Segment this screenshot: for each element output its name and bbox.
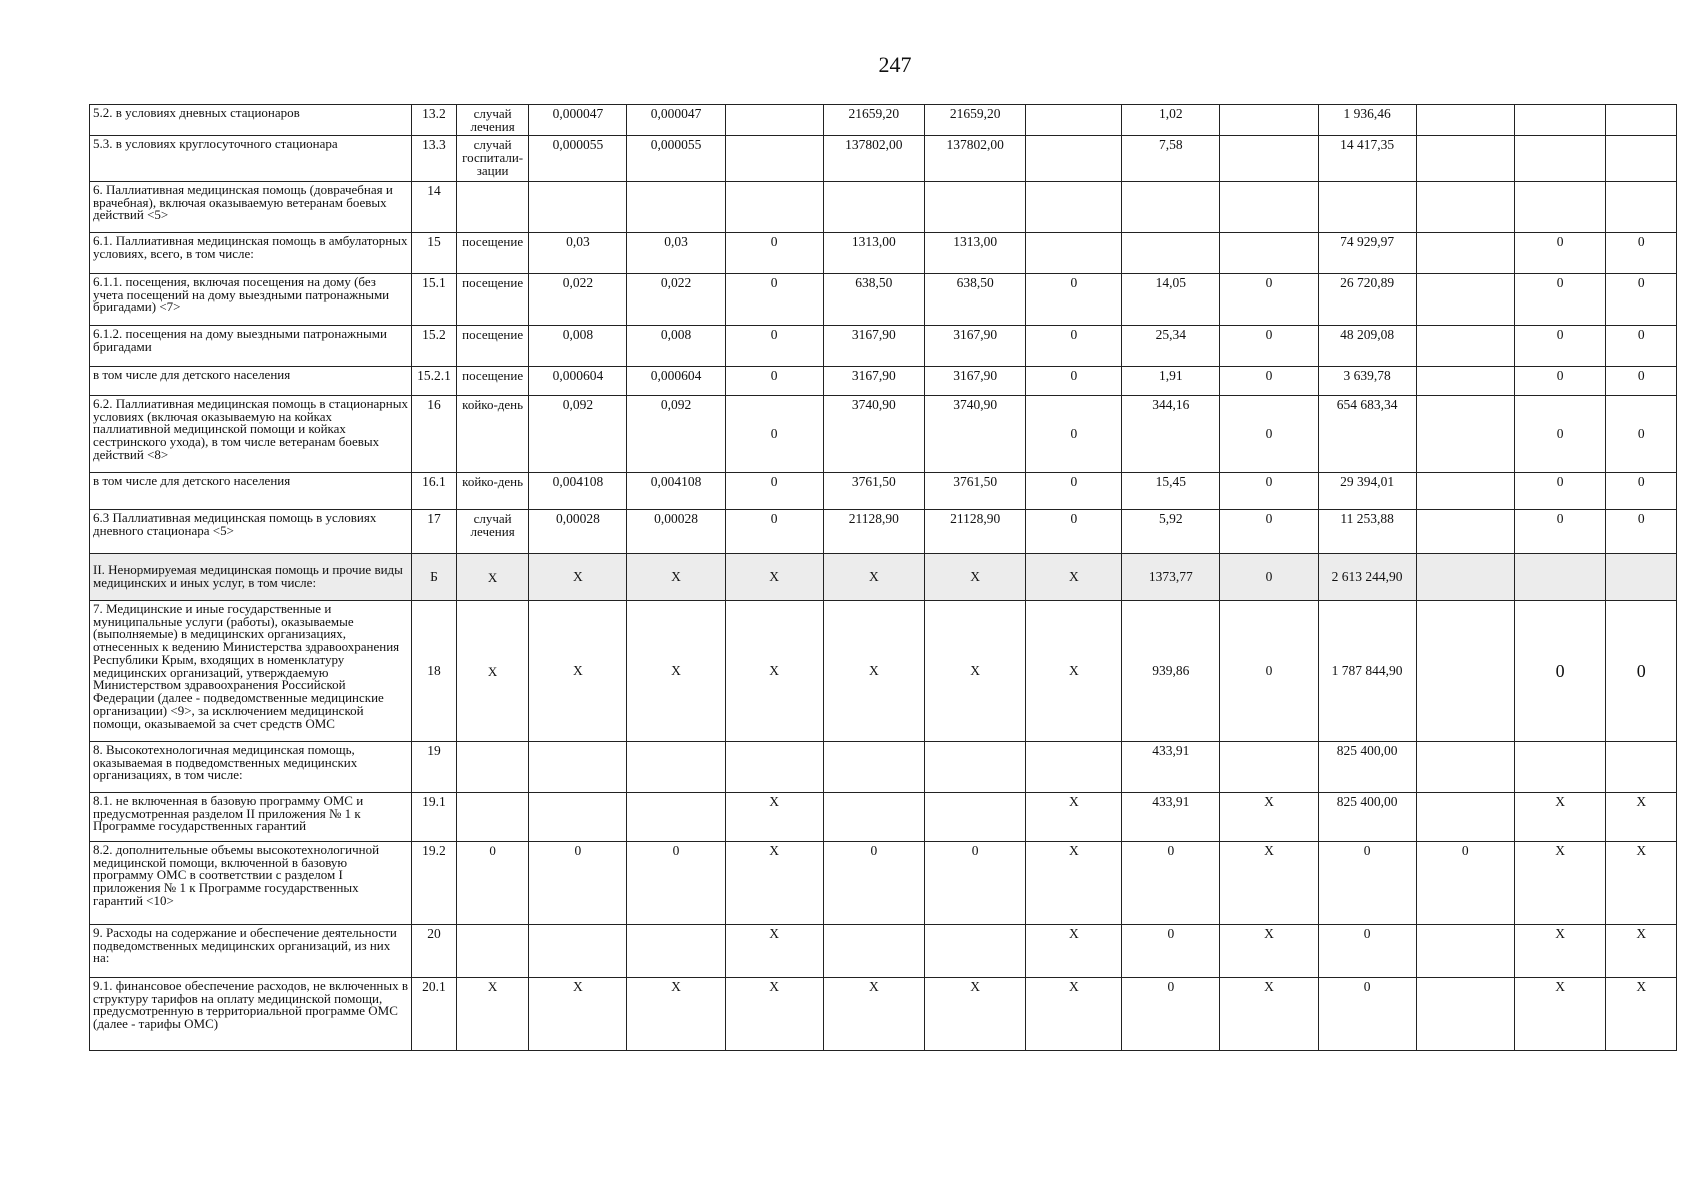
row-name-cell: 6.2. Паллиативная медицинская помощь в стационарных условиях (включая оказываемую на койках паллиативной медицинской помощи и койках сестринского ухода), в том числе ветеранам боевых действий <8> bbox=[90, 396, 412, 473]
row-name-cell: 7. Медицинские и иные государственные и муниципальные услуги (работы), оказываемые (выполняемые) в медицинских организациях, отнесенных к ведению Министерства здравоохранения Республики Крым, входящих в номенклатуру медицинских организаций, утверждаемую Министерством здравоохранения Российской Федерации (далее - подведомственные медицинские организации) <9>, за исключением медицинской помощи, оказываемой за счет средств ОМС bbox=[90, 601, 412, 742]
value-cell: 1313,00 bbox=[925, 233, 1026, 274]
value-cell: 344,16 bbox=[1122, 396, 1220, 473]
value-cell: 0 bbox=[925, 842, 1026, 925]
value-cell bbox=[725, 182, 823, 233]
value-cell bbox=[1606, 742, 1677, 793]
value-cell bbox=[529, 182, 627, 233]
value-cell bbox=[1514, 182, 1606, 233]
value-cell: 0,03 bbox=[627, 233, 725, 274]
value-cell: 26 720,89 bbox=[1318, 274, 1416, 326]
value-cell: 433,91 bbox=[1122, 793, 1220, 842]
row-code-cell: 19 bbox=[412, 742, 457, 793]
value-cell: X bbox=[1514, 842, 1606, 925]
value-cell: 939,86 bbox=[1122, 601, 1220, 742]
value-cell: 15,45 bbox=[1122, 473, 1220, 510]
value-cell: 3167,90 bbox=[925, 367, 1026, 396]
value-cell bbox=[1122, 182, 1220, 233]
row-name-cell: 9.1. финансовое обеспечение расходов, не включенных в структуру тарифов на оплату медицинской помощи, предусмотренную в территориальной программе ОМС (далее - тарифы ОМС) bbox=[90, 978, 412, 1051]
row-name-cell: в том числе для детского населения bbox=[90, 367, 412, 396]
value-cell: 0 bbox=[1514, 601, 1606, 742]
table-row bbox=[90, 510, 1677, 554]
value-cell: X bbox=[1026, 842, 1122, 925]
value-cell: 0 bbox=[1026, 326, 1122, 367]
row-code-cell: Б bbox=[412, 554, 457, 601]
row-name-cell: 6.1.2. посещения на дому выездными патронажными бригадами bbox=[90, 326, 412, 367]
value-cell: X bbox=[1026, 925, 1122, 978]
value-cell: 2 613 244,90 bbox=[1318, 554, 1416, 601]
row-name-cell: II. Ненормируемая медицинская помощь и прочие виды медицинских и иных услуг, в том числе: bbox=[90, 554, 412, 601]
value-cell: X bbox=[725, 978, 823, 1051]
unit-cell: X bbox=[456, 978, 529, 1051]
value-cell: 638,50 bbox=[925, 274, 1026, 326]
value-cell: X bbox=[529, 978, 627, 1051]
value-cell: 0 bbox=[1514, 326, 1606, 367]
value-cell: 0 bbox=[1026, 367, 1122, 396]
value-cell bbox=[1416, 396, 1514, 473]
table-row bbox=[90, 601, 1677, 742]
value-cell bbox=[1416, 274, 1514, 326]
value-cell: X bbox=[1220, 925, 1318, 978]
row-name-cell: в том числе для детского населения bbox=[90, 473, 412, 510]
value-cell bbox=[1220, 136, 1318, 182]
value-cell: 0 bbox=[1514, 367, 1606, 396]
value-cell bbox=[1416, 554, 1514, 601]
row-code-cell: 17 bbox=[412, 510, 457, 554]
row-code-cell: 20 bbox=[412, 925, 457, 978]
value-cell bbox=[1416, 978, 1514, 1051]
value-cell: X bbox=[1026, 793, 1122, 842]
unit-cell bbox=[456, 182, 529, 233]
value-cell: 0,004108 bbox=[529, 473, 627, 510]
value-cell: 0 bbox=[1514, 396, 1606, 473]
row-name-cell: 6.3 Паллиативная медицинская помощь в условиях дневного стационара <5> bbox=[90, 510, 412, 554]
value-cell: X bbox=[725, 793, 823, 842]
value-cell bbox=[529, 742, 627, 793]
value-cell: X bbox=[1220, 978, 1318, 1051]
value-cell: 0,022 bbox=[627, 274, 725, 326]
value-cell: 21659,20 bbox=[925, 105, 1026, 136]
unit-cell: случай госпитали-зации bbox=[456, 136, 529, 182]
value-cell: 0,008 bbox=[627, 326, 725, 367]
value-cell bbox=[725, 136, 823, 182]
value-cell bbox=[1416, 742, 1514, 793]
value-cell: 0 bbox=[1606, 326, 1677, 367]
value-cell: 638,50 bbox=[823, 274, 924, 326]
value-cell: 433,91 bbox=[1122, 742, 1220, 793]
value-cell: 3167,90 bbox=[925, 326, 1026, 367]
value-cell: 7,58 bbox=[1122, 136, 1220, 182]
value-cell bbox=[1026, 742, 1122, 793]
value-cell bbox=[1606, 136, 1677, 182]
value-cell: X bbox=[1606, 842, 1677, 925]
row-code-cell: 19.1 bbox=[412, 793, 457, 842]
value-cell: 0 bbox=[1220, 367, 1318, 396]
value-cell: 21659,20 bbox=[823, 105, 924, 136]
row-code-cell: 15.2 bbox=[412, 326, 457, 367]
unit-cell: X bbox=[456, 601, 529, 742]
table-row bbox=[90, 326, 1677, 367]
value-cell: 0 bbox=[1514, 233, 1606, 274]
value-cell: X bbox=[823, 601, 924, 742]
value-cell: 1 787 844,90 bbox=[1318, 601, 1416, 742]
value-cell bbox=[1026, 136, 1122, 182]
value-cell: X bbox=[823, 978, 924, 1051]
value-cell: 0 bbox=[1122, 978, 1220, 1051]
value-cell: 0 bbox=[725, 326, 823, 367]
unit-cell: посещение bbox=[456, 326, 529, 367]
table-row bbox=[90, 396, 1677, 473]
value-cell: X bbox=[925, 978, 1026, 1051]
value-cell: 0 bbox=[725, 396, 823, 473]
value-cell bbox=[1026, 233, 1122, 274]
unit-cell: койко-день bbox=[456, 473, 529, 510]
value-cell: 0 bbox=[529, 842, 627, 925]
value-cell: 0 bbox=[725, 510, 823, 554]
value-cell bbox=[1220, 105, 1318, 136]
value-cell bbox=[1514, 742, 1606, 793]
value-cell: 0 bbox=[725, 473, 823, 510]
unit-cell: посещение bbox=[456, 233, 529, 274]
value-cell: 0 bbox=[1122, 925, 1220, 978]
value-cell: 0 bbox=[1606, 233, 1677, 274]
value-cell: 3167,90 bbox=[823, 367, 924, 396]
value-cell bbox=[529, 793, 627, 842]
value-cell bbox=[627, 182, 725, 233]
value-cell: 11 253,88 bbox=[1318, 510, 1416, 554]
value-cell: X bbox=[725, 554, 823, 601]
row-code-cell: 20.1 bbox=[412, 978, 457, 1051]
table-row bbox=[90, 105, 1677, 136]
value-cell: 137802,00 bbox=[823, 136, 924, 182]
unit-cell bbox=[456, 742, 529, 793]
table-row bbox=[90, 473, 1677, 510]
value-cell: 0 bbox=[1220, 601, 1318, 742]
value-cell: 0,000055 bbox=[627, 136, 725, 182]
value-cell: X bbox=[627, 601, 725, 742]
value-cell bbox=[1220, 182, 1318, 233]
value-cell: 0,000047 bbox=[627, 105, 725, 136]
value-cell bbox=[1026, 105, 1122, 136]
value-cell: 0 bbox=[1606, 601, 1677, 742]
value-cell bbox=[1220, 233, 1318, 274]
value-cell bbox=[1220, 742, 1318, 793]
value-cell: X bbox=[925, 601, 1026, 742]
value-cell: 0,000604 bbox=[627, 367, 725, 396]
value-cell bbox=[1514, 554, 1606, 601]
value-cell: X bbox=[529, 601, 627, 742]
value-cell: 29 394,01 bbox=[1318, 473, 1416, 510]
value-cell: 0 bbox=[1416, 842, 1514, 925]
table-row bbox=[90, 842, 1677, 925]
value-cell: 0 bbox=[1606, 274, 1677, 326]
value-cell: 0,000047 bbox=[529, 105, 627, 136]
value-cell: 0 bbox=[1220, 554, 1318, 601]
value-cell: 137802,00 bbox=[925, 136, 1026, 182]
value-cell: 0 bbox=[1026, 473, 1122, 510]
value-cell: 0 bbox=[1026, 274, 1122, 326]
row-name-cell: 8.1. не включенная в базовую программу ОМС и предусмотренная разделом II приложения № 1 к Программе государственных гарантий bbox=[90, 793, 412, 842]
value-cell: 0,008 bbox=[529, 326, 627, 367]
value-cell: 3761,50 bbox=[925, 473, 1026, 510]
row-code-cell: 15 bbox=[412, 233, 457, 274]
value-cell: 0 bbox=[1318, 842, 1416, 925]
value-cell bbox=[627, 925, 725, 978]
value-cell: X bbox=[1606, 978, 1677, 1051]
unit-cell bbox=[456, 793, 529, 842]
value-cell: 0,000055 bbox=[529, 136, 627, 182]
value-cell: X bbox=[627, 978, 725, 1051]
value-cell: 0 bbox=[1026, 510, 1122, 554]
value-cell: X bbox=[1514, 925, 1606, 978]
value-cell: 0 bbox=[1220, 396, 1318, 473]
value-cell bbox=[529, 925, 627, 978]
value-cell: 0,00028 bbox=[529, 510, 627, 554]
value-cell bbox=[1514, 105, 1606, 136]
value-cell bbox=[925, 742, 1026, 793]
value-cell: 0,03 bbox=[529, 233, 627, 274]
value-cell: 0,004108 bbox=[627, 473, 725, 510]
value-cell: 0 bbox=[1220, 473, 1318, 510]
value-cell bbox=[1606, 182, 1677, 233]
table-row bbox=[90, 136, 1677, 182]
value-cell bbox=[725, 742, 823, 793]
value-cell: X bbox=[1026, 554, 1122, 601]
value-cell bbox=[1514, 136, 1606, 182]
row-code-cell: 19.2 bbox=[412, 842, 457, 925]
value-cell bbox=[725, 105, 823, 136]
value-cell: X bbox=[1026, 601, 1122, 742]
value-cell: X bbox=[627, 554, 725, 601]
value-cell: 0 bbox=[1606, 510, 1677, 554]
value-cell bbox=[1416, 105, 1514, 136]
unit-cell: посещение bbox=[456, 274, 529, 326]
value-cell bbox=[1318, 182, 1416, 233]
row-code-cell: 13.3 bbox=[412, 136, 457, 182]
value-cell: 825 400,00 bbox=[1318, 793, 1416, 842]
value-cell: X bbox=[1514, 793, 1606, 842]
row-code-cell: 18 bbox=[412, 601, 457, 742]
value-cell: 0 bbox=[1122, 842, 1220, 925]
value-cell: 1313,00 bbox=[823, 233, 924, 274]
unit-cell bbox=[456, 925, 529, 978]
value-cell: X bbox=[529, 554, 627, 601]
value-cell bbox=[1026, 182, 1122, 233]
row-code-cell: 16 bbox=[412, 396, 457, 473]
table-row bbox=[90, 793, 1677, 842]
row-code-cell: 15.2.1 bbox=[412, 367, 457, 396]
value-cell: 0 bbox=[1220, 326, 1318, 367]
value-cell: 0 bbox=[1514, 473, 1606, 510]
value-cell: 3740,90 bbox=[925, 396, 1026, 473]
value-cell: X bbox=[1026, 978, 1122, 1051]
value-cell: X bbox=[1606, 925, 1677, 978]
value-cell: 0 bbox=[1514, 274, 1606, 326]
value-cell: X bbox=[823, 554, 924, 601]
value-cell bbox=[1416, 136, 1514, 182]
value-cell bbox=[1606, 105, 1677, 136]
unit-cell: 0 bbox=[456, 842, 529, 925]
value-cell: X bbox=[725, 925, 823, 978]
value-cell: 25,34 bbox=[1122, 326, 1220, 367]
value-cell bbox=[1416, 473, 1514, 510]
row-name-cell: 6. Паллиативная медицинская помощь (доврачебная и врачебная), включая оказываемую ветеранам боевых действий <5> bbox=[90, 182, 412, 233]
value-cell: 0 bbox=[1220, 274, 1318, 326]
unit-cell: койко-день bbox=[456, 396, 529, 473]
value-cell: 0,00028 bbox=[627, 510, 725, 554]
value-cell: 3761,50 bbox=[823, 473, 924, 510]
value-cell: 48 209,08 bbox=[1318, 326, 1416, 367]
value-cell bbox=[1416, 601, 1514, 742]
value-cell: X bbox=[725, 842, 823, 925]
value-cell: 3740,90 bbox=[823, 396, 924, 473]
value-cell: 0 bbox=[1606, 396, 1677, 473]
table-row bbox=[90, 554, 1677, 601]
value-cell: 74 929,97 bbox=[1318, 233, 1416, 274]
value-cell: X bbox=[1514, 978, 1606, 1051]
value-cell: 0 bbox=[1606, 473, 1677, 510]
value-cell: 14,05 bbox=[1122, 274, 1220, 326]
row-name-cell: 6.1.1. посещения, включая посещения на дому (без учета посещений на дому выездными патронажными бригадами) <7> bbox=[90, 274, 412, 326]
value-cell bbox=[925, 793, 1026, 842]
value-cell bbox=[823, 793, 924, 842]
value-cell: 0,022 bbox=[529, 274, 627, 326]
value-cell: 14 417,35 bbox=[1318, 136, 1416, 182]
value-cell: 21128,90 bbox=[823, 510, 924, 554]
value-cell bbox=[1416, 367, 1514, 396]
value-cell bbox=[925, 925, 1026, 978]
value-cell: 3167,90 bbox=[823, 326, 924, 367]
value-cell: 0 bbox=[823, 842, 924, 925]
value-cell: 0 bbox=[1220, 510, 1318, 554]
page-number: 247 bbox=[878, 52, 912, 77]
unit-cell: посещение bbox=[456, 367, 529, 396]
value-cell: 1 936,46 bbox=[1318, 105, 1416, 136]
value-cell bbox=[925, 182, 1026, 233]
value-cell bbox=[823, 742, 924, 793]
value-cell: 1,02 bbox=[1122, 105, 1220, 136]
value-cell: 0 bbox=[627, 842, 725, 925]
value-cell: 3 639,78 bbox=[1318, 367, 1416, 396]
row-code-cell: 14 bbox=[412, 182, 457, 233]
row-name-cell: 8.2. дополнительные объемы высокотехнологичной медицинской помощи, включенной в базовую программу ОМС в соответствии с разделом I приложения № 1 к Программе государственных гарантий <10> bbox=[90, 842, 412, 925]
table-row bbox=[90, 367, 1677, 396]
value-cell bbox=[1416, 510, 1514, 554]
row-name-cell: 6.1. Паллиативная медицинская помощь в амбулаторных условиях, всего, в том числе: bbox=[90, 233, 412, 274]
value-cell bbox=[823, 925, 924, 978]
unit-cell: X bbox=[456, 554, 529, 601]
row-code-cell: 15.1 bbox=[412, 274, 457, 326]
table-row bbox=[90, 233, 1677, 274]
value-cell: X bbox=[1220, 842, 1318, 925]
row-name-cell: 5.3. в условиях круглосуточного стационара bbox=[90, 136, 412, 182]
value-cell: 0,000604 bbox=[529, 367, 627, 396]
row-name-cell: 8. Высокотехнологичная медицинская помощь, оказываемая в подведомственных медицинских организациях, в том числе: bbox=[90, 742, 412, 793]
value-cell: 5,92 bbox=[1122, 510, 1220, 554]
table-row bbox=[90, 742, 1677, 793]
unit-cell: случай лечения bbox=[456, 510, 529, 554]
value-cell: 825 400,00 bbox=[1318, 742, 1416, 793]
value-cell: 0 bbox=[1026, 396, 1122, 473]
value-cell: 0 bbox=[1318, 978, 1416, 1051]
value-cell: X bbox=[1220, 793, 1318, 842]
table-row bbox=[90, 182, 1677, 233]
value-cell bbox=[1122, 233, 1220, 274]
value-cell: 654 683,34 bbox=[1318, 396, 1416, 473]
value-cell: 0 bbox=[725, 367, 823, 396]
value-cell bbox=[627, 793, 725, 842]
table-row bbox=[90, 925, 1677, 978]
value-cell bbox=[627, 742, 725, 793]
value-cell: 1373,77 bbox=[1122, 554, 1220, 601]
value-cell: 0,092 bbox=[529, 396, 627, 473]
value-cell bbox=[1416, 182, 1514, 233]
value-cell bbox=[1416, 326, 1514, 367]
value-cell: 0 bbox=[1606, 367, 1677, 396]
row-name-cell: 5.2. в условиях дневных стационаров bbox=[90, 105, 412, 136]
value-cell bbox=[1416, 233, 1514, 274]
row-code-cell: 13.2 bbox=[412, 105, 457, 136]
value-cell: 21128,90 bbox=[925, 510, 1026, 554]
row-code-cell: 16.1 bbox=[412, 473, 457, 510]
value-cell bbox=[823, 182, 924, 233]
table-row bbox=[90, 978, 1677, 1051]
row-name-cell: 9. Расходы на содержание и обеспечение деятельности подведомственных медицинских организаций, из них на: bbox=[90, 925, 412, 978]
value-cell bbox=[1416, 793, 1514, 842]
value-cell: 0 bbox=[725, 233, 823, 274]
value-cell: X bbox=[925, 554, 1026, 601]
value-cell: 0 bbox=[1318, 925, 1416, 978]
table-row bbox=[90, 274, 1677, 326]
value-cell bbox=[1606, 554, 1677, 601]
financing-table bbox=[89, 104, 1677, 1051]
unit-cell: случай лечения bbox=[456, 105, 529, 136]
value-cell: 0,092 bbox=[627, 396, 725, 473]
value-cell bbox=[1416, 925, 1514, 978]
value-cell: 0 bbox=[725, 274, 823, 326]
value-cell: X bbox=[1606, 793, 1677, 842]
value-cell: X bbox=[725, 601, 823, 742]
value-cell: 0 bbox=[1514, 510, 1606, 554]
value-cell: 1,91 bbox=[1122, 367, 1220, 396]
